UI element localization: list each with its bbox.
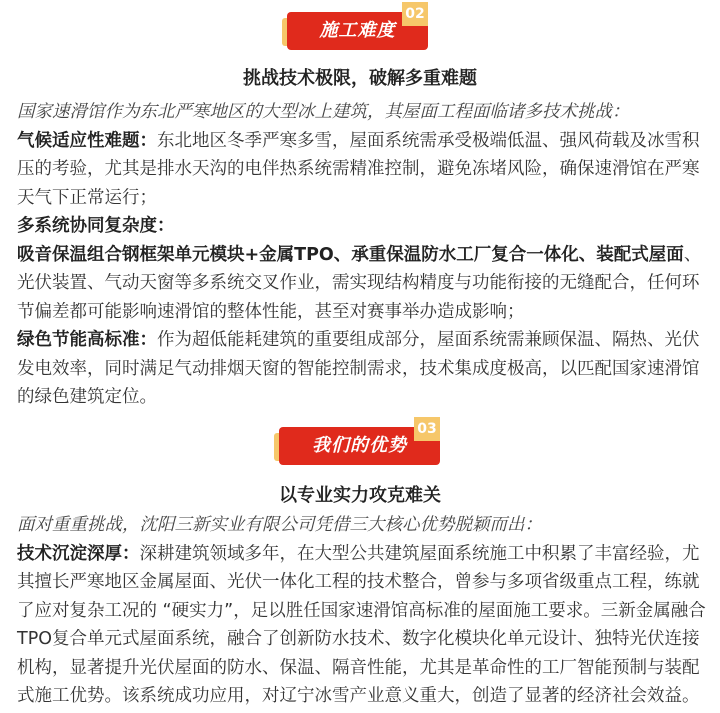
paragraph-heading: 气候适应性难题： (17, 130, 157, 151)
section-badge-our-advantages (279, 421, 440, 465)
paragraph-heading: 绿色节能高标准： (17, 330, 157, 350)
paragraph-text: 、光伏装置、气动天窗等多系统交叉作业，需实现结构精度与功能衔接的无缝配合，任何环节偏差都可能影响速滑馆的整体性能，甚至对赛事举办造成影响； (17, 244, 702, 322)
badge-label: 施工难度 (287, 12, 428, 50)
paragraph (17, 212, 707, 241)
paragraph (17, 241, 707, 327)
paragraph-heading: 技术沉淀深厚： (17, 543, 140, 564)
paragraph (17, 127, 707, 213)
section-badge-construction-difficulty (287, 6, 428, 50)
section-body (17, 511, 707, 711)
intro-text: 国家速滑馆作为东北严寒地区的大型冰上建筑，其屋面工程面临诸多技术挑战： (17, 102, 630, 122)
paragraph-heading: 多系统协同复杂度： (17, 216, 175, 236)
paragraph-heading: 吸音保温组合钢框架单元模块+金属TPO、承重保温防水工厂复合一体化、装配式屋面 (17, 244, 684, 265)
badge-label: 我们的优势 (279, 427, 440, 465)
paragraph (17, 540, 707, 711)
intro-text: 面对重重挑战，沈阳三新实业有限公司凭借三大核心优势脱颖而出： (17, 515, 542, 535)
paragraph (17, 326, 707, 412)
paragraph-text: 东北地区冬季严寒多雪，屋面系统需承受极端低温、强风荷载及冰雪积压的考验，尤其是排水天沟的电伴热系统需精准控制，避免冻堵风险，确保速滑馆在严寒天气下正常运行； (17, 130, 700, 208)
badge-number: 02 (402, 2, 428, 26)
section-title: 挑战技术极限，破解多重难题 (243, 68, 477, 89)
section-title: 以专业实力攻克难关 (279, 485, 441, 506)
paragraph-text: 深耕建筑领域多年，在大型公共建筑屋面系统施工中积累了丰富经验，尤其擅长严寒地区金属屋面、光伏一体化工程的技术整合，曾参与多项省级重点工程，练就了应对复杂工况的 “硬实力”，足以胜任国家速滑馆高标准的屋面施工要求。三新金属融合TPO复合单元式屋面系统，融合了创新防水技术、数字化模块化单元设计、独特光伏连接机构，显著提升光伏屋面的防水、保温、隔音性能，尤其是革命性的工厂智能预制与装配式施工优势。该系统成功应用，对辽宁冰雪产业意义重大，创造了显著的经济社会效益。 (17, 543, 706, 706)
paragraph-text: 作为超低能耗建筑的重要组成部分，屋面系统需兼顾保温、隔热、光伏发电效率，同时满足气动排烟天窗的智能控制需求，技术集成度极高，以匹配国家速滑馆的绿色建筑定位。 (17, 330, 700, 407)
badge-number: 03 (414, 417, 440, 441)
section-body (17, 98, 707, 412)
